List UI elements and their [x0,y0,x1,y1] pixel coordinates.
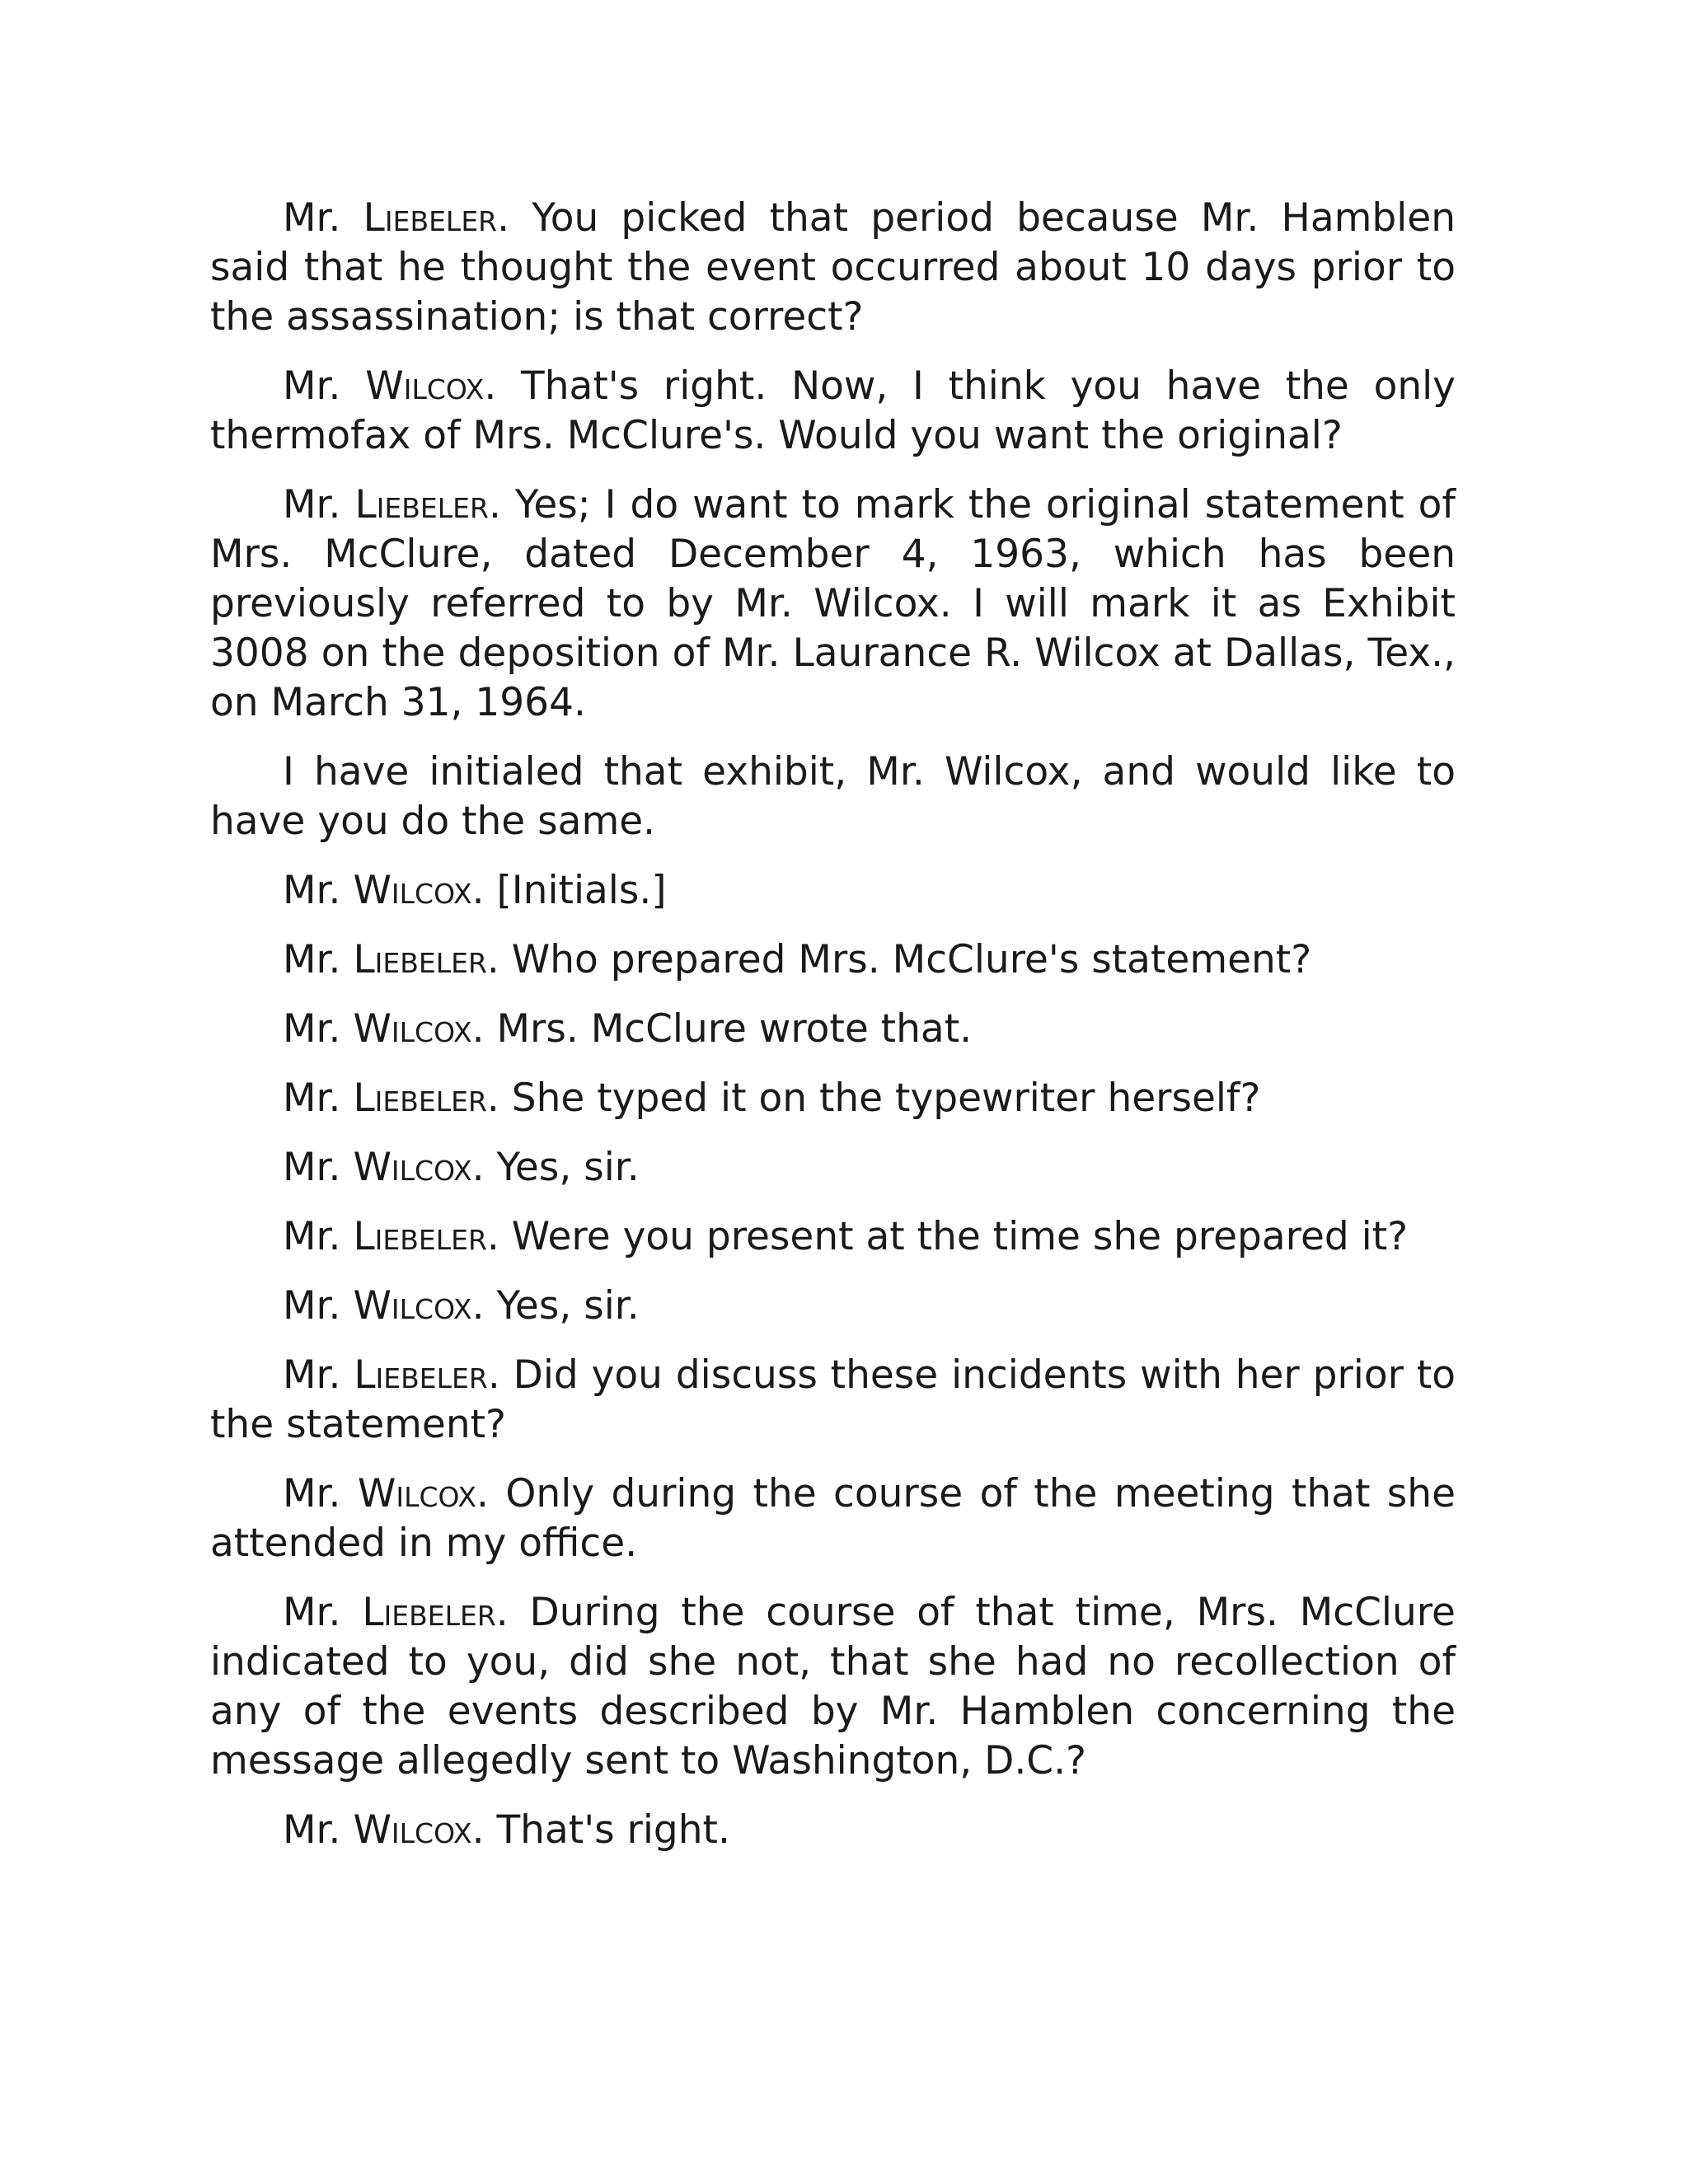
transcript-paragraph [210,866,1456,916]
speaker-label: Mr. Wilcox. [283,1145,485,1190]
speaker-label: Mr. Wilcox. [283,1006,485,1052]
speaker-name: Liebeler [353,1076,487,1121]
transcript-paragraph [210,1005,1456,1054]
paragraph-text: [Initials.] [496,868,667,913]
speaker-honorific: Mr. [283,1214,341,1259]
transcript-paragraph [210,1143,1456,1193]
speaker-honorific: Mr. [283,482,341,527]
paragraph-text: Yes, sir. [496,1145,640,1190]
speaker-label: Mr. Liebeler. [283,1076,499,1121]
transcript-paragraph [210,194,1456,342]
speaker-honorific: Mr. [283,1807,341,1853]
speaker-name: Liebeler [362,1590,496,1635]
transcript-paragraph [210,1806,1456,1855]
speaker-label: Mr. Wilcox. [283,1807,485,1853]
speaker-name: Liebeler [354,482,489,527]
transcript-paragraph [210,1074,1456,1123]
speaker-label: Mr. Liebeler. [283,195,510,241]
speaker-honorific: Mr. [283,1471,341,1516]
speaker-label: Mr. Wilcox. [283,1471,489,1516]
paragraph-text: Who prepared Mrs. McClure's statement? [511,937,1312,982]
speaker-name: Liebeler [363,195,498,241]
paragraph-text: I have initialed that exhibit, Mr. Wilcox, and would like to have you do the same. [210,749,1456,844]
transcript-paragraph [210,748,1456,846]
speaker-name: Liebeler [353,937,487,982]
speaker-name: Liebeler [354,1352,488,1398]
transcript-paragraph [210,1282,1456,1331]
speaker-label: Mr. Wilcox. [283,868,485,913]
speaker-label: Mr. Wilcox. [283,363,497,409]
paragraph-text: Yes, sir. [496,1283,640,1329]
speaker-label: Mr. Wilcox. [283,1283,485,1329]
transcript-paragraph [210,1588,1456,1786]
transcript-paragraph [210,480,1456,728]
speaker-honorific: Mr. [283,1076,341,1121]
paragraph-text: That's right. [496,1807,730,1853]
transcript-paragraph [210,1351,1456,1450]
speaker-honorific: Mr. [283,937,341,982]
speaker-name: Wilcox [357,1471,477,1516]
speaker-label: Mr. Liebeler. [283,1590,509,1635]
speaker-name: Wilcox [353,868,472,913]
paragraph-text: Yes; I do want to mark the original statement of Mrs. McClure, dated December 4, 1963, which has been previously referred to by Mr. Wilcox. I will mark it as Exhibit 3008 on the deposition of Mr. Laurance R. Wilcox at Dallas, Tex., on March 31, 1964. [210,482,1456,725]
paragraph-text: During the course of that time, Mrs. McClure indicated to you, did she not, that she had no recollection of any of the events described by Mr. Hamblen concerning the message allegedly sent to Washington, D.C.? [210,1590,1456,1783]
speaker-name: Liebeler [353,1214,487,1259]
transcript-page [210,194,1456,1875]
speaker-honorific: Mr. [283,1283,341,1329]
speaker-label: Mr. Liebeler. [283,1214,499,1259]
paragraph-text: Only during the course of the meeting that she attended in my office. [210,1471,1456,1566]
paragraph-text: Mrs. McClure wrote that. [496,1006,973,1052]
speaker-label: Mr. Liebeler. [283,482,501,527]
transcript-paragraph [210,935,1456,985]
speaker-label: Mr. Liebeler. [283,1352,500,1398]
paragraph-text: She typed it on the typewriter herself? [511,1076,1261,1121]
transcript-paragraph [210,1469,1456,1568]
speaker-honorific: Mr. [283,868,341,913]
speaker-honorific: Mr. [283,363,341,409]
transcript-paragraph [210,1212,1456,1262]
speaker-honorific: Mr. [283,1590,341,1635]
speaker-honorific: Mr. [283,1006,341,1052]
speaker-name: Wilcox [353,1807,472,1853]
paragraph-text: You picked that period because Mr. Hamblen said that he thought the event occurred about 10 days prior to the assassination; is that correct? [210,195,1456,340]
speaker-honorific: Mr. [283,195,341,241]
paragraph-text: That's right. Now, I think you have the only thermofax of Mrs. McClure's. Would you want the original? [210,363,1456,458]
paragraph-text: Did you discuss these incidents with her prior to the statement? [210,1352,1456,1447]
speaker-name: Wilcox [353,1145,472,1190]
paragraph-text: Were you present at the time she prepared it? [511,1214,1409,1259]
speaker-name: Wilcox [365,363,485,409]
transcript-paragraph [210,362,1456,461]
speaker-name: Wilcox [353,1283,472,1329]
speaker-label: Mr. Liebeler. [283,937,499,982]
speaker-honorific: Mr. [283,1352,341,1398]
speaker-name: Wilcox [353,1006,472,1052]
speaker-honorific: Mr. [283,1145,341,1190]
